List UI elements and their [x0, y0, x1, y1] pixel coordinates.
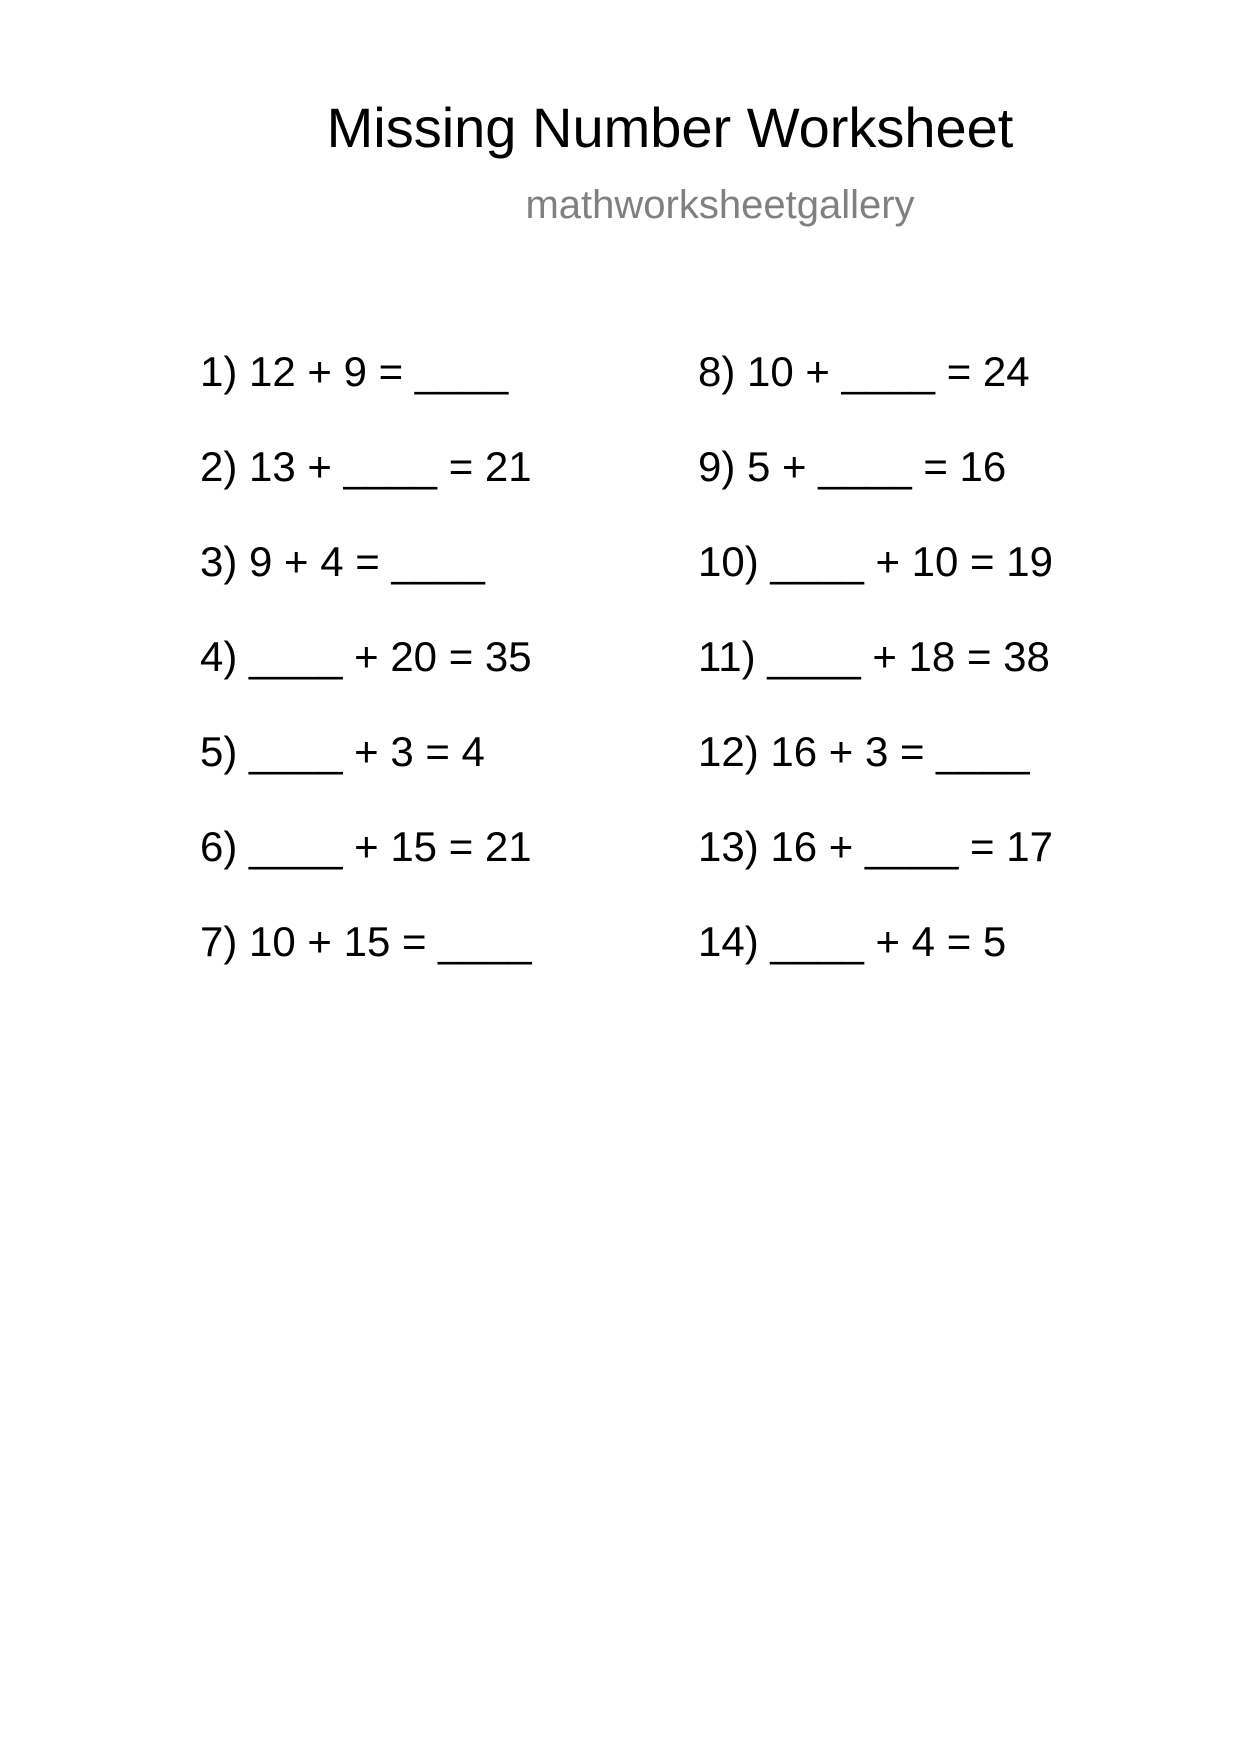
problem-item: 1) 12 + 9 = ____ [200, 348, 509, 395]
worksheet-subtitle: mathworksheetgallery [525, 183, 915, 227]
worksheet-title: Missing Number Worksheet [326, 96, 1014, 159]
problem-item: 5) ____ + 3 = 4 [200, 728, 485, 775]
problem-item: 2) 13 + ____ = 21 [200, 443, 532, 490]
problem-item: 7) 10 + 15 = ____ [200, 918, 532, 965]
problem-item: 9) 5 + ____ = 16 [698, 443, 1007, 490]
problem-item: 12) 16 + 3 = ____ [698, 728, 1030, 775]
problem-item: 8) 10 + ____ = 24 [698, 348, 1030, 395]
problem-item: 14) ____ + 4 = 5 [698, 918, 1007, 965]
problem-item: 4) ____ + 20 = 35 [200, 633, 532, 680]
problem-column-right [698, 348, 1053, 1013]
problem-item: 6) ____ + 15 = 21 [200, 823, 532, 870]
problem-item: 10) ____ + 10 = 19 [698, 538, 1053, 585]
problem-item: 13) 16 + ____ = 17 [698, 823, 1053, 870]
problem-column-left [200, 348, 532, 1013]
problem-item: 3) 9 + 4 = ____ [200, 538, 485, 585]
problem-item: 11) ____ + 18 = 38 [698, 633, 1050, 680]
